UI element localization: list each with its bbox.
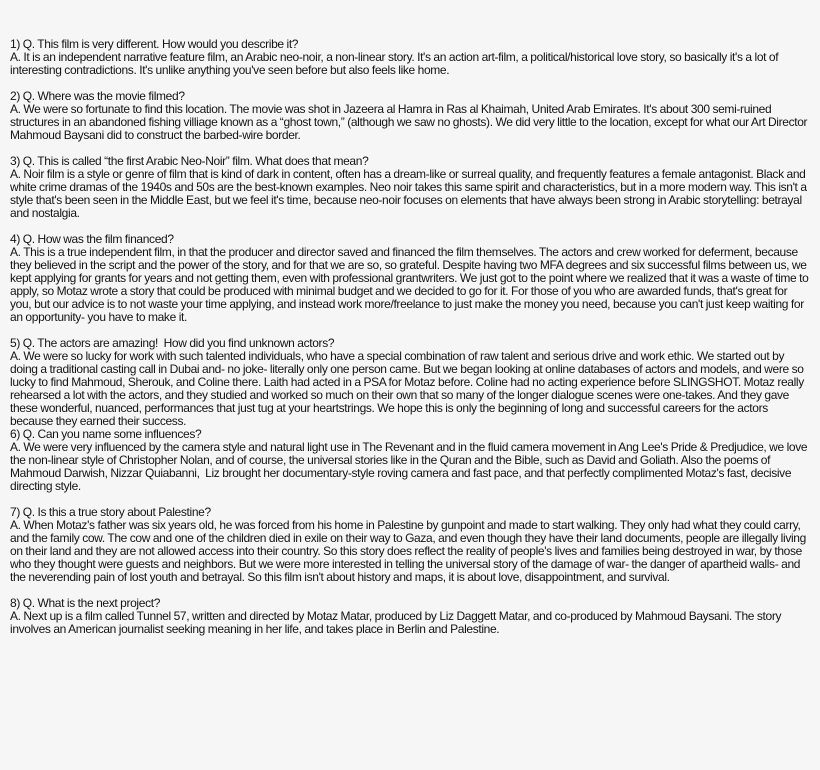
qa-item-8	[10, 597, 810, 636]
question-line: 6) Q. Can you name some influences?	[10, 427, 202, 441]
answer-text: A. Noir film is a style or genre of film that is kind of dark in content, often has a dream-like or surreal quality, and frequently features a female antagonist. Black and white crime dramas of the 1940s and 50s are the best-known examples. Neo noir takes this same spirit and characteristics, but in a more modern way. This isn't a style that's been seen in the Middle East, but we feel it's time, because neo-noir focuses on elements that have always been strong in Arabic storytelling: betrayal and nostalgia.	[10, 167, 810, 220]
answer-text: A. We were so fortunate to find this location. The movie was shot in Jazeera al Hamra in Ras al Khaimah, United Arab Emirates. It's about 300 semi-ruined structures in an abandoned fishing villiage known as a “ghost town,” (although we saw no ghosts). We did very little to the location, except for what our Art Director Mahmoud Baysani did to construct the barbed-wire border.	[10, 102, 810, 142]
question-line: 5) Q. The actors are amazing! How did you find unknown actors?	[10, 336, 335, 350]
question-line: 4) Q. How was the film financed?	[10, 232, 174, 246]
answer-text: A. This is a true independent film, in that the producer and director saved and financed the film themselves. The actors and crew worked for deferment, because they believed in the script and the power of the story, and for that we are so, so grateful. Despite having two MFA degrees and six successful films between us, we kept applying for grants for years and not getting them, even with professional grantwriters. We just got to the point where we realized that it was a waste of time to apply, so Motaz wrote a story that could be produced with minimal budget and we decided to go for it. For those of you who are awarded funds, that's great for you, but our advice is to not waste your time applying, and instead work more/freelance to just make the money you need, because you can't just keep waiting for an opportunity- you have to make it.	[10, 245, 812, 324]
question-line: 3) Q. This is called “the first Arabic Neo-Noir” film. What does that mean?	[10, 154, 369, 168]
qa-item-3	[10, 155, 810, 220]
answer-text: A. When Motaz's father was six years old, he was forced from his home in Palestine by gunpoint and made to start walking. They only had what they could carry, and the family cow. The cow and one of the children died in exile on their way to Gaza, and even though they have their land documents, people are illegally living on their land and they are not allowed access into their country. So this story does reflect the reality of people's lives and families being destroyed in war, by those who they thought were guests and neighbors. But we were more interested in telling the universal story of the damage of war- the danger of apartheid walls- and the neverending pain of lost youth and betrayal. So this film isn't about history and maps, it is about love, disappointment, and survival.	[10, 518, 809, 584]
question-line: 7) Q. Is this a true story about Palestine?	[10, 505, 211, 519]
qa-item-1	[10, 38, 810, 77]
qa-item-7	[10, 506, 810, 584]
qa-item-2	[10, 90, 810, 142]
answer-text: A. Next up is a film called Tunnel 57, written and directed by Motaz Matar, produced by Liz Daggett Matar, and co-produced by Mahmoud Baysani. The story involves an American journalist seeking meaning in her life, and takes place in Berlin and Palestine.	[10, 609, 784, 636]
qa-item-4	[10, 233, 810, 324]
question-line: 2) Q. Where was the movie filmed?	[10, 89, 185, 103]
answer-text: A. We were very influenced by the camera style and natural light use in The Revenant and in the fluid camera movement in Ang Lee's Pride & Predjudice, we love the non-linear style of Christopher Nolan, and of course, the universal stories like in the Quran and the Bible, such as David and Goliath. Also the poems of Mahmoud Darwish, Nizzar Quiabanni, Liz brought her documentary-style roving camera and fast pace, and that perfectly complimented Motaz's fast, decisive directing style.	[10, 440, 811, 493]
qa-item-6	[10, 428, 810, 493]
question-line: 8) Q. What is the next project?	[10, 596, 161, 610]
answer-text: A. We were so lucky for work with such talented individuals, who have a special combination of raw talent and serious drive and work ethic. We started out by doing a traditional casting call in Dubai and- no joke- literally only one person came. But we began looking at online databases of actors and models, and were so lucky to find Mahmoud, Sherouk, and Coline there. Laith had acted in a PSA for Motaz before. Coline had no acting experience before SLINGSHOT. Motaz really rehearsed a lot with the actors, and they studied and worked so much on their own that so many of the longer dialogue scenes were one-takes. And they gave these wonderful, nuanced, performances that just tug at your heartstrings. We hope this is only the beginning of long and successful careers for the actors because they earned their success.	[10, 349, 807, 428]
question-line: 1) Q. This film is very different. How would you describe it?	[10, 37, 299, 51]
answer-text: A. It is an independent narrative feature film, an Arabic neo-noir, a non-linear story. It's an action art-film, a political/historical love story, so basically it's a lot of interesting contradictions. It's unlike anything you've seen before but also feels like home.	[10, 50, 782, 77]
qa-item-5	[10, 337, 810, 428]
